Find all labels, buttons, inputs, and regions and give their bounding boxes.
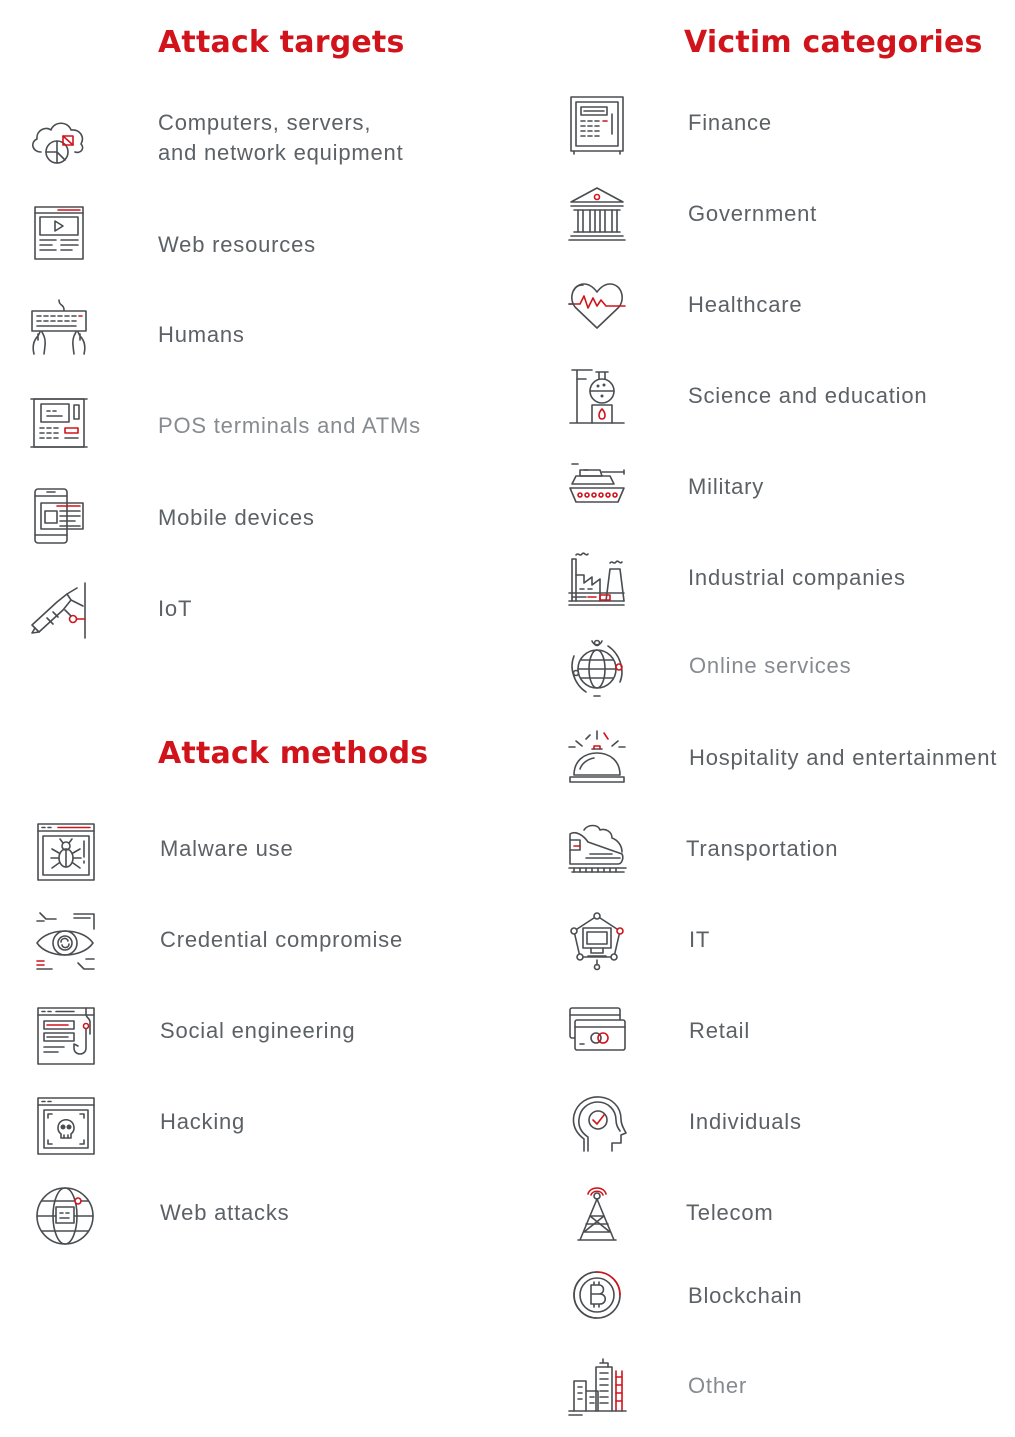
tank-icon xyxy=(566,458,628,520)
list-item-label: Other xyxy=(688,1373,748,1398)
lab-flask-icon xyxy=(566,367,628,429)
victim-categories-heading: Victim categories xyxy=(684,25,983,60)
list-item-label: Transportation xyxy=(686,836,839,861)
list-item-label: Social engineering xyxy=(160,1018,356,1043)
list-item-label: Humans xyxy=(158,322,245,347)
list-item-label: Healthcare xyxy=(688,292,803,317)
attack-targets-heading: Attack targets xyxy=(158,25,405,60)
credit-card-icon xyxy=(566,1002,628,1064)
factory-icon xyxy=(566,549,628,611)
list-item-label: POS terminals and ATMs xyxy=(158,413,421,438)
list-item-label: Blockchain xyxy=(688,1283,803,1308)
list-item-label: IoT xyxy=(158,596,193,621)
list-item-label: Individuals xyxy=(689,1109,802,1134)
eye-icon xyxy=(34,911,96,973)
skull-screen-icon xyxy=(34,1095,96,1157)
heart-pulse-icon xyxy=(566,276,628,338)
list-item-label: Mobile devices xyxy=(158,505,315,530)
computer-network-icon xyxy=(566,911,628,973)
list-item-label: Computers, servers, xyxy=(158,110,372,135)
service-bell-icon xyxy=(566,729,628,791)
hook-form-icon xyxy=(34,1004,96,1066)
list-item-label: IT xyxy=(689,927,711,952)
web-page-icon xyxy=(28,202,90,264)
list-item-label: Telecom xyxy=(686,1200,774,1225)
head-profile-icon xyxy=(566,1093,628,1155)
list-item-label: Retail xyxy=(689,1018,751,1043)
list-item-label: Government xyxy=(688,201,818,226)
mobile-devices-icon xyxy=(27,486,89,548)
list-item-label: Military xyxy=(688,474,765,499)
list-item-label: Malware use xyxy=(160,836,294,861)
cloud-computer-icon xyxy=(27,110,89,172)
list-item-label: Web attacks xyxy=(160,1200,290,1225)
list-item-label: Industrial companies xyxy=(688,565,906,590)
safe-icon xyxy=(566,94,628,156)
list-item-label: Finance xyxy=(688,110,772,135)
attack-methods-heading: Attack methods xyxy=(158,736,429,771)
train-icon xyxy=(566,820,628,882)
globe-network-icon xyxy=(34,1185,96,1247)
government-building-icon xyxy=(566,185,628,247)
bitcoin-icon xyxy=(566,1267,628,1329)
list-item-label: Credential compromise xyxy=(160,927,403,952)
list-item-label: Hacking xyxy=(160,1109,246,1134)
list-item-label: Web resources xyxy=(158,232,316,257)
bug-window-icon xyxy=(34,821,96,883)
list-item-label: Science and education xyxy=(688,383,928,408)
list-item-label: Online services xyxy=(689,653,852,678)
list-item-label: and network equipment xyxy=(158,140,404,165)
buildings-icon xyxy=(566,1357,628,1419)
iot-robot-arm-icon xyxy=(27,580,89,642)
globe-orbit-icon xyxy=(566,638,628,700)
keyboard-hands-icon xyxy=(28,296,90,358)
telecom-tower-icon xyxy=(566,1184,628,1246)
atm-icon xyxy=(28,391,90,453)
list-item-label: Hospitality and entertainment xyxy=(689,745,998,770)
